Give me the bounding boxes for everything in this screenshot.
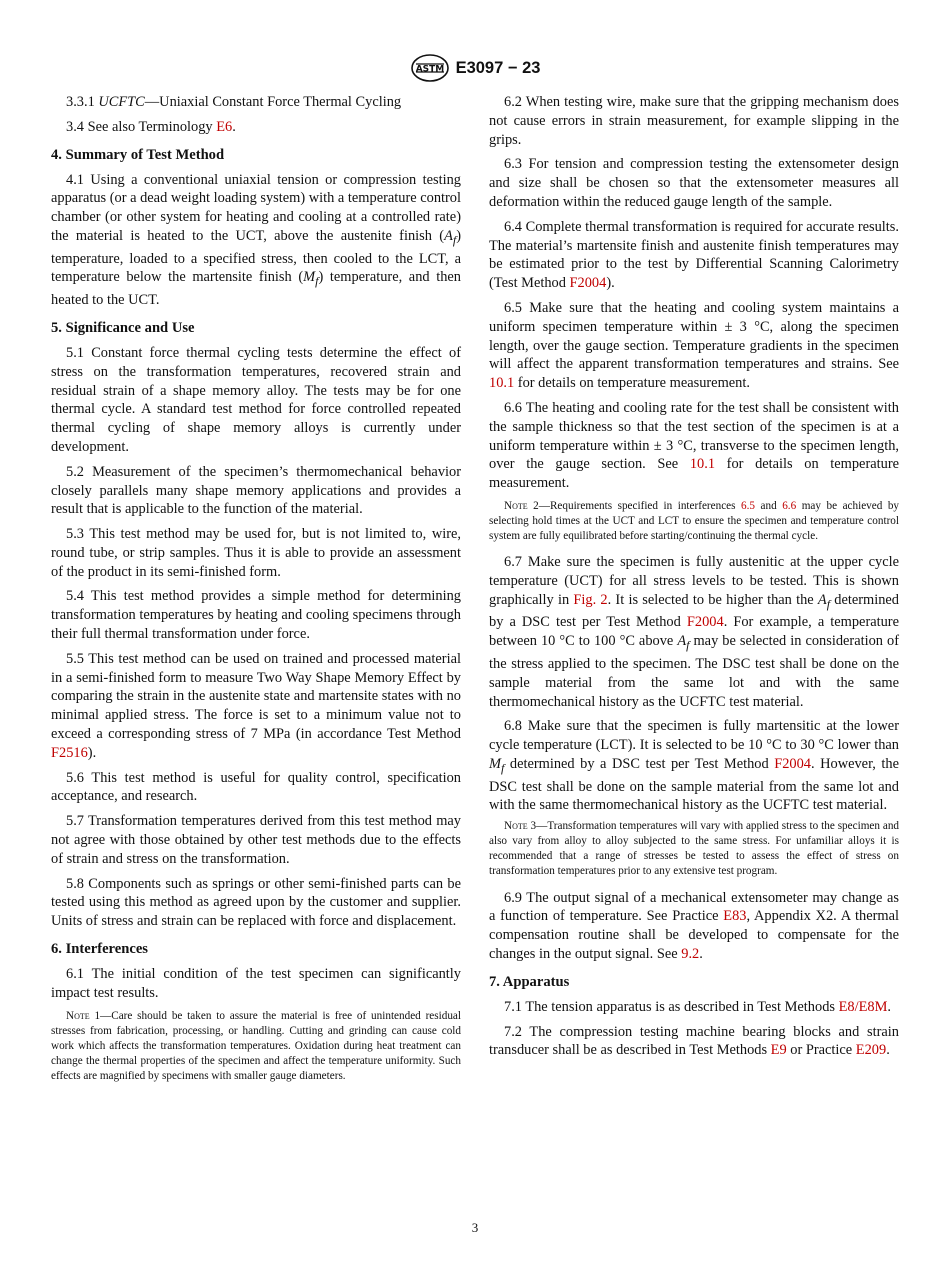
section-5-5: 5.5 This test method can be used on trained and processed material in a semi-finished form to measure Two Way Shape Memory Effect by comparing the strain in the austenite state and martensite states with no minimal applied stress. The force is set to a minimum value not to exceed a corresponding stress of 7 MPa (in accordance Test Method F2516). — [51, 650, 461, 761]
ref-f2516-link[interactable]: F2516 — [51, 744, 88, 761]
section-6-3: 6.3 For tension and compression testing the extensometer design and size shall be chosen so that the extensometer measures all deformation within the reduced gauge length of the sample. — [489, 156, 899, 210]
note-3: Note 3—Transformation temperatures will vary with applied stress to the specimen and also vary from alloy to alloy subjected to the same stress. For unfamiliar alloys it is recommended that a range of stresses be tested to assess the effect of stress on transformation temperatures prior to any extensive test program. — [489, 820, 900, 878]
section-5-2: 5.2 Measurement of the specimen’s thermomechanical behavior closely parallels many shape memory applications and provides a result that is applicable to the function of the material. — [51, 463, 461, 518]
section-6-1: 6.1 The initial condition of the test specimen can significantly impact test results. — [51, 966, 461, 1001]
ref-6-6-link[interactable]: 6.6 — [782, 499, 797, 512]
section-4-1: 4.1 Using a conventional uniaxial tension or compression testing apparatus (or a dead weight loading system) with a temperature control chamber (or other system for heating and cooling at a controlled rate) the material is heated to the UCT, above the austenite finish $(A_f)$ temperature, loaded to a specified stress, then cooled to the LCT, a temperature below the martensite finish $(M_f)$ temperature, and then heated to the UCT. — [51, 171, 461, 309]
section-5-6: 5.6 This test method is useful for quality control, specification acceptance, and research. — [51, 769, 461, 805]
section-6-4: 6.4 Complete thermal transformation is required for accurate results. The material’s martensite finish and austenite finish temperatures may be estimated prior to the test by Differential Scanning Calorimetry (Test Method F2004). — [489, 218, 899, 292]
page-header — [0, 53, 950, 83]
section-5-4: 5.4 This test method provides a simple method for determining transformation temperatures by heating and cooling specimens through their full thermal transformation under force. — [51, 588, 461, 643]
left-column — [51, 93, 461, 1093]
section-6-6: 6.6 The heating and cooling rate for the test shall be consistent with the sample thickness so that the test section of the specimen is at a uniform temperature within ± 3 °C, transverse to the specimen length, over the gauge section. See 10.1 for details on temperature measurement. — [489, 399, 900, 492]
ref-e8-link[interactable]: E8/E8M — [838, 998, 888, 1015]
note-2: Note 2—Requirements specified in interferences 6.5 and 6.6 may be achieved by selecting hold times at the UCT and LCT to ensure the specimen and temperature control system are fully equilibrated before starting/continuing the thermal cycle. — [489, 499, 900, 543]
right-column — [489, 93, 899, 1066]
section-6-7: 6.7 Make sure the specimen is fully austenitic at the upper cycle temperature (UCT) for all stress levels to be tested. This is shown graphically in Fig. 2. It is selected to be higher than the $A_f$ determined by a DSC test per Test Method F2004. For example, a temperature between 10 °C to 100 °C above $A_f$ may be selected in consideration of the stress applied to the specimen. The DSC test shall be done on the sample material from the same lot and with the same thermomechanical history as the UCFTC test material. — [489, 554, 900, 710]
ref-9-2-link[interactable]: 9.2 — [681, 945, 700, 962]
section-6-9: 6.9 The output signal of a mechanical extensometer may change as a function of temperature. See Practice E83, Appendix X2. A thermal compensation routine shall be developed to compensate for the changes in the output signal. See 9.2. — [489, 889, 899, 962]
ref-6-5-link[interactable]: 6.5 — [741, 499, 755, 512]
ref-e83-link[interactable]: E83 — [723, 908, 747, 925]
section-7-2: 7.2 The compression testing machine bearing blocks and strain transducer shall be as described in Test Methods E9 or Practice E209. — [489, 1023, 899, 1059]
ref-f2004-link[interactable]: F2004 — [569, 275, 607, 292]
ref-f2004-link[interactable]: F2004 — [686, 614, 724, 631]
ref-fig-2-link[interactable]: Fig. 2 — [573, 591, 608, 608]
section-6-5: 6.5 Make sure that the heating and cooling system maintains a uniform specimen temperature within ± 3 °C, along the specimen length, over the gauge section. Temperature gradients in the specimen will affect the apparent transformation temperatures and strains. See 10.1 for details on temperature measurement. — [489, 299, 899, 392]
standard-designation: E3097 − 23 — [455, 58, 541, 77]
section-5-3: 5.3 This test method may be used for, but is not limited to, wire, round tube, or strip samples. Thus it is able to provide an assessment of the product in its semi-finished form. — [51, 526, 461, 580]
heading-apparatus: 7. Apparatus — [489, 973, 570, 990]
ref-e209-link[interactable]: E209 — [855, 1042, 887, 1059]
svg-text:ASTM: ASTM — [415, 64, 444, 75]
ref-e9-link[interactable]: E9 — [770, 1042, 787, 1059]
ref-10-1-link[interactable]: 10.1 — [689, 456, 716, 473]
section-3-3-1: 3.3.1 UCFTC—Uniaxial Constant Force Thermal Cycling — [66, 94, 402, 110]
ref-f2004-link[interactable]: F2004 — [774, 755, 811, 772]
heading-significance: 5. Significance and Use — [51, 319, 195, 336]
ref-e6-link[interactable]: E6 — [216, 118, 233, 135]
section-6-8: 6.8 Make sure that the specimen is fully martensitic at the lower cycle temperature (LCT). It is selected to be 10 °C to 30 °C lower than $M_f$ determined by a DSC test per Test Method F2004. However, the DSC test shall be done on the sample material from the same lot and with the same thermomechanical history as the UCFTC test material. — [489, 718, 899, 814]
section-7-1: 7.1 The tension apparatus is as described in Test Methods E8/E8M. — [504, 998, 891, 1015]
section-5-1: 5.1 Constant force thermal cycling tests determine the effect of stress on the transformation temperatures, recovered strain and residual strain of a shape memory alloy. The tests may be for one thermal cycle. A standard test method for force controlled repeated thermal cycling of shape memory alloys is currently under development. — [51, 344, 461, 455]
ref-10-1-link[interactable]: 10.1 — [489, 375, 515, 392]
section-5-8: 5.8 Components such as springs or other semi-finished parts can be tested using this method as agreed upon by the customer and supplier. Units of stress and strain can be replaced with force and displacement. — [51, 875, 461, 930]
section-3-4: 3.4 See also Terminology E6. — [66, 118, 236, 135]
section-6-2: 6.2 When testing wire, make sure that the gripping mechanism does not cause errors in strain measurement, for example slipping in the grips. — [489, 94, 899, 148]
astm-logo-icon — [410, 53, 450, 83]
note-1: Note 1—Care should be taken to assure the material is free of unintended residual stresses from fabrication, processing, or handling. Cutting and grinding can cause cold work which affects the transformation temperatures. Oxidation during heat treatment can change the thermal properties of the specimen and affect the temperature uniformity. Such effects are magnified by specimens with smaller gauge diameters. — [51, 1009, 461, 1082]
heading-summary: 4. Summary of Test Method — [51, 146, 225, 163]
page-number: 3 — [471, 1220, 479, 1235]
heading-interferences: 6. Interferences — [51, 941, 148, 958]
section-5-7: 5.7 Transformation temperatures derived from this test method may not agree with those obtained by other test methods due to the effects of strain and stress on the transformation. — [51, 813, 461, 867]
